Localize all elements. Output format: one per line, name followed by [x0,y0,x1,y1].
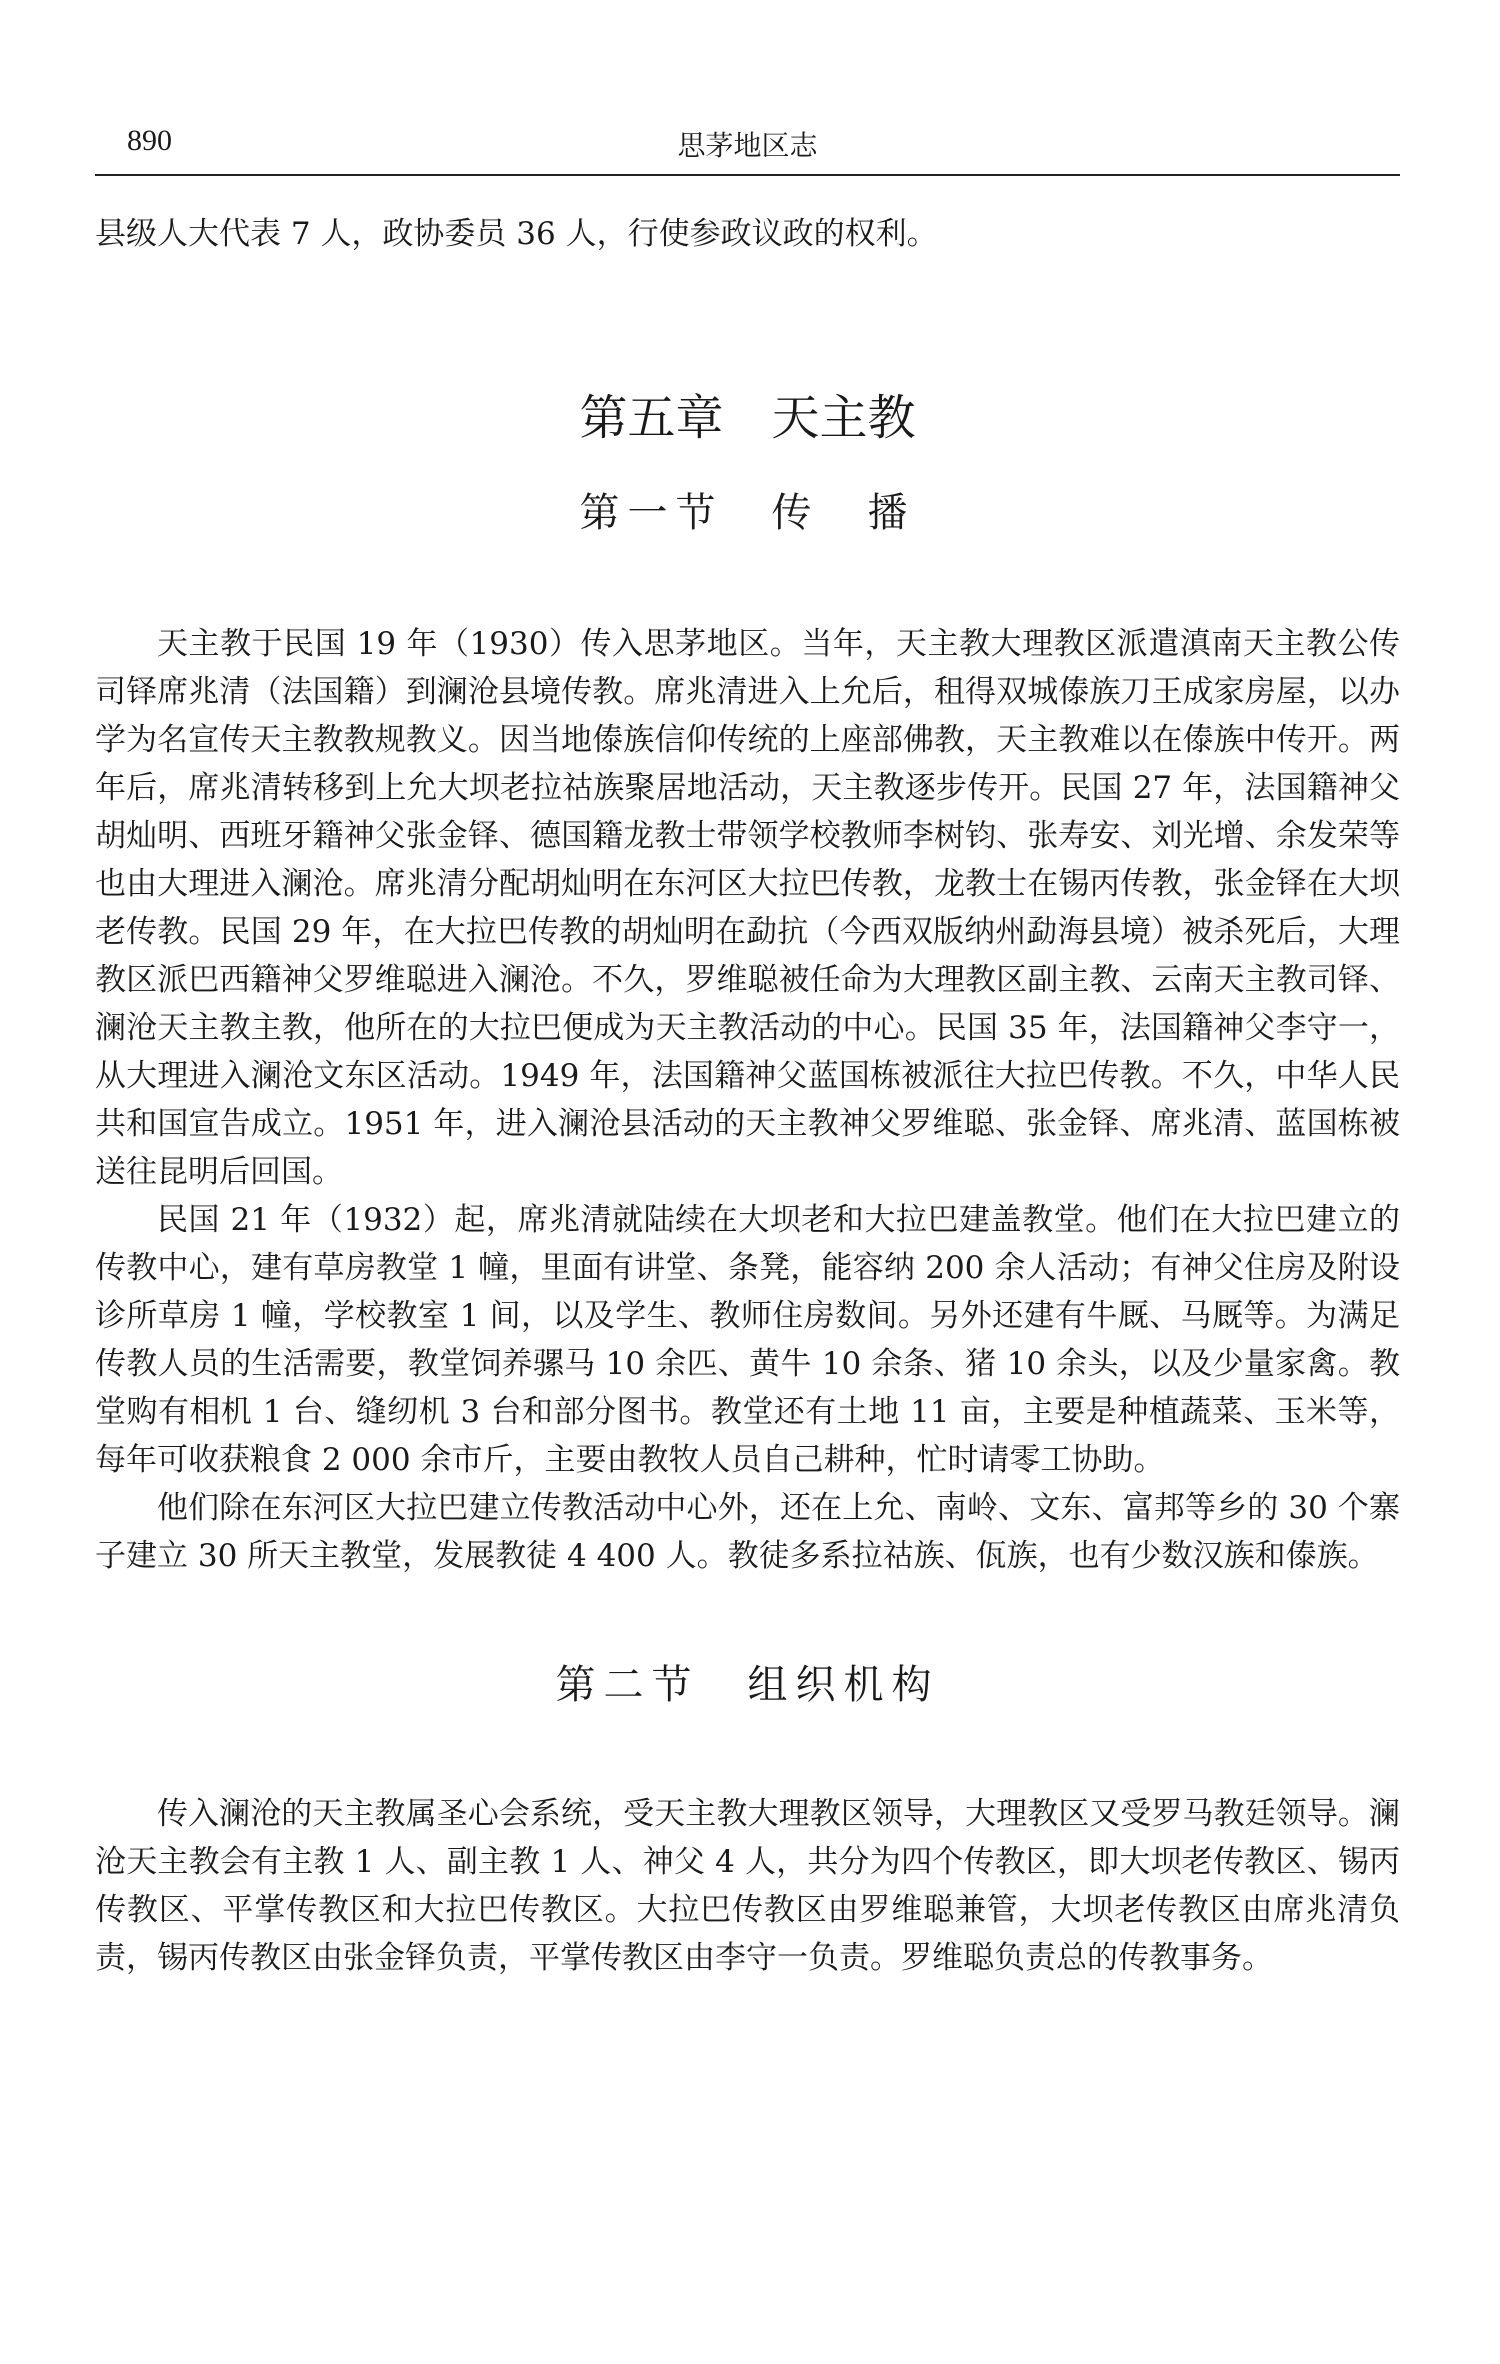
section-title-1: 第一节 传 播 [579,490,916,536]
opening-line: 县级人大代表 7 人，政协委员 36 人，行使参政议政的权利。 [95,216,938,252]
section1-paragraph-2: 民国 21 年（1932）起，席兆清就陆续在大坝老和大拉巴建盖教堂。他们在大拉巴建立的传教中心，建有草房教堂 1 幢，里面有讲堂、条凳，能容纳 200 余人活动；有神父住房及附设诊所草房 1 幢，学校教室 1 间，以及学生、教师住房数间。另外还建有牛厩、马厩等。为满足传教人员的生活需要，教堂饲养骡马 10 余匹、黄牛 10 余条、猪 10 余头，以及少量家禽。教堂购有相机 1 台、缝纫机 3 台和部分图书。教堂还有土地 11 亩，主要是种植蔬菜、玉米等，每年可收获粮食 2 000 余市斤，主要由教牧人员自己耕种，忙时请零工协助。 [95,1202,1400,1478]
section1-paragraph-3: 他们除在东河区大拉巴建立传教活动中心外，还在上允、南岭、文东、富邦等乡的 30 个寨子建立 30 所天主教堂，发展教徒 4 400 人。教徒多系拉祜族、佤族，也有少数汉族和傣族。 [95,1490,1400,1574]
section2-paragraph-1: 传入澜沧的天主教属圣心会系统，受天主教大理教区领导，大理教区又受罗马教廷领导。澜沧天主教会有主教 1 人、副主教 1 人、神父 4 人，共分为四个传教区，即大坝老传教区、锡丙传教区、平掌传教区和大拉巴传教区。大拉巴传教区由罗维聪兼管，大坝老传教区由席兆清负责，锡丙传教区由张金铎负责，平掌传教区由李守一负责。罗维聪负责总的传教事务。 [95,1796,1400,1976]
chapter-title: 第五章 天主教 [579,390,916,446]
page-content [95,210,1400,1982]
running-header [95,118,1400,176]
running-title: 思茅地区志 [677,129,818,162]
section-title-2: 第二节 组织机构 [555,1662,940,1708]
page-number: 890 [127,124,172,157]
section1-paragraph-1: 天主教于民国 19 年（1930）传入思茅地区。当年，天主教大理教区派遣滇南天主教公传司铎席兆清（法国籍）到澜沧县境传教。席兆清进入上允后，租得双城傣族刀王成家房屋，以办学为名宣传天主教教规教义。因当地傣族信仰传统的上座部佛教，天主教难以在傣族中传开。两年后，席兆清转移到上允大坝老拉祜族聚居地活动，天主教逐步传开。民国 27 年，法国籍神父胡灿明、西班牙籍神父张金铎、德国籍龙教士带领学校教师李树钧、张寿安、刘光增、余发荣等也由大理进入澜沧。席兆清分配胡灿明在东河区大拉巴传教，龙教士在锡丙传教，张金铎在大坝老传教。民国 29 年，在大拉巴传教的胡灿明在勐抗（今西双版纳州勐海县境）被杀死后，大理教区派巴西籍神父罗维聪进入澜沧。不久，罗维聪被任命为大理教区副主教、云南天主教司铎、澜沧天主教主教，他所在的大拉巴便成为天主教活动的中心。民国 35 年，法国籍神父李守一，从大理进入澜沧文东区活动。1949 年，法国籍神父蓝国栋被派往大拉巴传教。不久，中华人民共和国宣告成立。1951 年，进入澜沧县活动的天主教神父罗维聪、张金铎、席兆清、蓝国栋被送往昆明后回国。 [95,626,1400,1190]
